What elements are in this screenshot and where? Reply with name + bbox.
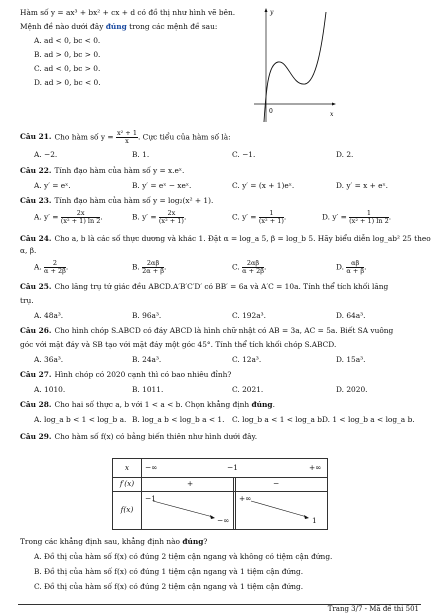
q28-option-b: B. log_a b < log_b a < 1. (132, 415, 225, 424)
q24-a-num: 2 (44, 260, 66, 268)
q26-option-b: B. 24a³. (132, 355, 162, 364)
q22-option-a: A. y′ = eˣ. (34, 181, 71, 190)
q29-option-b: B. Đồ thị của hàm số f(x) có đúng 1 tiệm cận ngang và 1 tiệm cận đứng. (34, 567, 304, 576)
q23-c-den: (x² + 1) (258, 216, 284, 225)
q27-label: Câu 27. (20, 370, 52, 379)
q22-option-d: D. y′ = x + eˣ. (336, 181, 389, 190)
q29-option-a: A. Đồ thị của hàm số f(x) có đúng 2 tiệm cận ngang và không có tiệm cận đứng. (34, 552, 333, 561)
arrow-head-left (210, 515, 215, 519)
q29-stem-2 (20, 537, 207, 546)
q22-option-b: B. y′ = eˣ − xeˣ. (132, 181, 192, 190)
q24-b-den: 2α + β (142, 266, 165, 275)
q28-option-d: D. 1 < log_b a < log_a b. (322, 415, 415, 424)
arrow-decrease-right (251, 501, 307, 517)
q24-stem (20, 234, 431, 243)
q23-a-den: (x² + 1) ln 2 (60, 216, 101, 225)
q23-a-num: 2x (61, 210, 101, 218)
table-arrows-svg (113, 459, 327, 529)
q23-d-num: 1 (349, 210, 389, 218)
y-label: y (270, 9, 274, 16)
q23-d-pre: D. y′ = (322, 212, 347, 222)
cubic-graph-svg (250, 6, 340, 124)
q21-option-c: C. −1. (232, 150, 256, 159)
q23-a-frac (61, 210, 101, 225)
intro-option-b: B. ad > 0, bc > 0. (34, 50, 101, 59)
q24-d-den: α + β (346, 266, 365, 275)
x-axis-arrow (332, 103, 336, 106)
q23-d-den: (x² + 1) ln 2 (349, 216, 389, 225)
q28-text-pre: Cho hai số thực a, b với 1 < a < b. Chọn khẳng định (54, 400, 252, 409)
q22-label: Câu 22. (20, 166, 52, 175)
table-x-minus-one: −1 (227, 463, 238, 472)
q27-option-a: A. 1010. (34, 385, 66, 394)
intro-line-2-post: trong các mệnh đề sau: (126, 22, 218, 31)
intro-line-2-bold: đúng (105, 22, 127, 31)
q29-text: Cho hàm số f(x) có bảng biến thiên như hình dưới đây. (54, 432, 258, 441)
q28-text-bold: đúng (251, 400, 273, 409)
q24-b-num: 2αβ (142, 260, 164, 268)
table-f-right-bottom: 1 (312, 516, 317, 525)
q26-label: Câu 26. (20, 326, 52, 335)
q23-d-frac (349, 210, 389, 225)
table-fprime-plus: + (187, 479, 194, 488)
q23-b-num: 2x (159, 210, 184, 218)
q21-text-pre: Cho hàm số y = (54, 132, 114, 142)
q24-label: Câu 24. (20, 234, 52, 243)
q21-option-b: B. 1. (132, 150, 150, 159)
q26-option-a: A. 36a³. (34, 355, 64, 364)
q21-stem (20, 130, 231, 145)
arrow-decrease-left (153, 501, 213, 517)
q26-stem-2: góc với mặt đáy và SB tạo với mặt đáy một góc 45°. Tính thể tích khối chóp S.ABCD. (20, 340, 337, 349)
q23-c-frac (259, 210, 284, 225)
q23-a-pre: A. y′ = (34, 212, 59, 222)
intro-option-c: C. ad < 0, bc > 0. (34, 64, 101, 73)
q25-label: Câu 25. (20, 282, 52, 291)
q28-stem (20, 400, 275, 409)
q24-c-frac (242, 260, 264, 275)
q24-option-c: C. $\frac{2\alpha\beta}{\alpha + 2\beta}$ . (232, 259, 267, 275)
arrow-head-right (304, 515, 309, 519)
q21-frac-num: x² + 1 (116, 129, 137, 137)
q24-c-num: 2αβ (242, 260, 264, 268)
q25-option-b: B. 96a³. (132, 311, 162, 320)
page-footer: Trang 3/7 - Mã đề thi 501 (327, 605, 419, 613)
q21-frac-den: x (125, 136, 129, 145)
q21-option-d: D. 2. (336, 150, 354, 159)
q27-option-b: B. 1011. (132, 385, 164, 394)
q24-a-frac (44, 260, 66, 275)
q23-label: Câu 23. (20, 196, 52, 205)
q29-text2-post: ? (203, 537, 208, 546)
q24-option-b: B. $\frac{2\alpha\beta}{2\alpha + \beta}$ . (132, 259, 167, 275)
q23-text: Tính đạo hàm của hàm số y = log₂(x² + 1). (54, 196, 214, 205)
q24-d-pre: D. (336, 262, 345, 272)
q28-text-post: . (272, 400, 275, 409)
q27-option-c: C. 2021. (232, 385, 264, 394)
q22-text: Tính đạo hàm của hàm số y = x.eˣ. (54, 166, 185, 175)
q24-d-num: αβ (346, 260, 364, 268)
table-f-left-bottom: −∞ (217, 516, 230, 525)
q24-c-pre: C. (232, 262, 240, 272)
q22-stem (20, 166, 184, 175)
q21-label: Câu 21. (20, 132, 52, 142)
q25-text: Cho lăng trụ tứ giác đều ABCD.A′B′C′D′ có BB′ = 6a và A′C = 10a. Tính thể tích khối lăng (54, 282, 389, 291)
table-x-neg-inf: −∞ (145, 463, 158, 472)
q29-option-c: C. Đồ thị của hàm số f(x) có đúng 2 tiệm cận ngang và 1 tiệm cận đứng. (34, 582, 304, 591)
q23-c-num: 1 (259, 210, 284, 218)
q25-option-c: C. 192a³. (232, 311, 266, 320)
cubic-graph (250, 6, 340, 124)
q25-option-a: A. 48a³. (34, 311, 64, 320)
intro-line-1: Hàm số y = ax³ + bx² + cx + d có đồ thị như hình vẽ bên. (20, 8, 236, 17)
cubic-curve (264, 12, 326, 122)
table-x-pos-inf: +∞ (309, 463, 322, 472)
q28-label: Câu 28. (20, 400, 52, 409)
q26-stem (20, 326, 393, 335)
q23-b-den: (x² + 1) (158, 216, 184, 225)
intro-option-a: A. ad < 0, bc < 0. (34, 36, 101, 45)
y-axis-arrow (265, 8, 268, 12)
q24-c-den: α + 2β (242, 266, 264, 275)
q28-option-c: C. log_b a < 1 < log_a b. (232, 415, 325, 424)
table-x-label: x (124, 463, 130, 472)
q24-option-d: D. $\frac{\alpha\beta}{\alpha + \beta}$ . (336, 259, 367, 275)
table-f-right-top: +∞ (239, 494, 252, 503)
q24-a-pre: A. (34, 262, 42, 272)
q29-stem (20, 432, 257, 441)
q29-text2-bold: đúng (182, 537, 204, 546)
q29-label: Câu 29. (20, 432, 52, 441)
q23-c-pre: C. y′ = (232, 212, 257, 222)
q26-option-c: C. 12a³. (232, 355, 262, 364)
q24-option-a: A. $\frac{2}{\alpha + 2\beta}$ . (34, 259, 69, 275)
q27-stem (20, 370, 231, 379)
table-f-left-top: −1 (145, 494, 156, 503)
q29-text2-pre: Trong các khẳng định sau, khẳng định nào (20, 537, 183, 546)
q24-d-frac (346, 260, 364, 275)
q21-option-a: A. −2. (34, 150, 58, 159)
q21-text-post: . Cực tiểu của hàm số là: (137, 132, 231, 142)
q25-stem-2: trụ. (20, 296, 34, 305)
q24-b-pre: B. (132, 262, 140, 272)
intro-option-d: D. ad > 0, bc < 0. (34, 78, 101, 87)
q26-option-d: D. 15a³. (336, 355, 366, 364)
q26-text: Cho hình chóp S.ABCD có đáy ABCD là hình chữ nhật có AB = 3a, AC = 5a. Biết SA vuông (54, 326, 394, 335)
x-label: x (330, 111, 334, 118)
q25-stem (20, 282, 388, 291)
q24-a-den: α + 2β (44, 266, 66, 275)
q23-option-a: A. y′ = $\frac{2x}{\text{(x² + 1) ln 2}}$ . (34, 209, 103, 225)
table-fprime-label: f′(x) (119, 479, 135, 488)
q24-text: Cho a, b là các số thực dương và khác 1. Đặt α = log_a 5, β = log_b 5. Hãy biểu diễn log_ab² 25 theo (54, 234, 431, 243)
q28-option-a: A. log_a b < 1 < log_b a. (34, 415, 127, 424)
q27-text: Hình chóp có 2020 cạnh thì có bao nhiêu đỉnh? (54, 370, 232, 379)
q25-option-d: D. 64a³. (336, 311, 366, 320)
q27-option-d: D. 2020. (336, 385, 368, 394)
q23-b-pre: B. y′ = (132, 212, 157, 222)
q24-b-frac (142, 260, 164, 275)
table-fprime-minus: − (273, 479, 280, 488)
intro-line-2-pre: Mệnh đề nào dưới đây (20, 22, 106, 31)
q22-option-c: C. y′ = (x + 1)eˣ. (232, 181, 295, 190)
q23-option-c: C. y′ = $\frac{1}{\text{(x² + 1)}}$ . (232, 209, 287, 225)
q23-b-frac (159, 210, 184, 225)
table-f-label: f(x) (120, 505, 134, 514)
origin-label: 0 (269, 108, 273, 115)
q21-fraction (116, 130, 138, 145)
q23-stem (20, 196, 213, 205)
q24-stem-2: α, β. (20, 246, 37, 255)
variation-table (112, 458, 328, 530)
q23-option-b: B. y′ = $\frac{2x}{\text{(x² + 1)}}$ . (132, 209, 187, 225)
q23-option-d: D. y′ = $\frac{1}{\text{(x² + 1) ln 2}}$ . (322, 209, 392, 225)
intro-line-2 (20, 22, 217, 31)
